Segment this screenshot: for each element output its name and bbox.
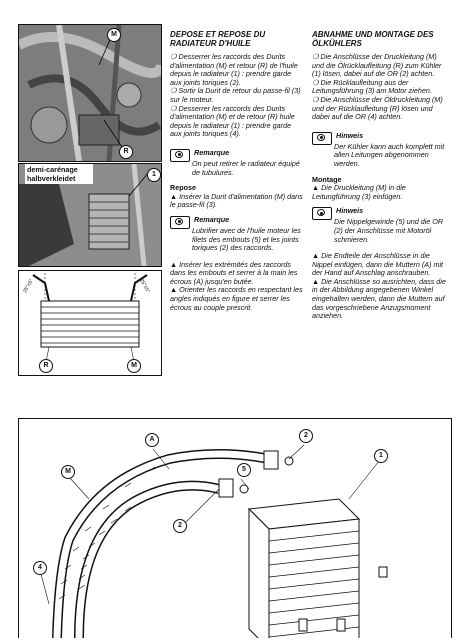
french-column bbox=[170, 30, 304, 312]
fr-repose-text: ▲ Insérer la Durit d'alimentation (M) dans le passe-fil (3). bbox=[170, 191, 303, 210]
fr-note-1-text: On peut retirer le radiateur équipé de tubulures. bbox=[192, 158, 300, 177]
fr-note-1-title: Remarque bbox=[194, 147, 230, 157]
de-montage-title: Montage bbox=[312, 174, 342, 184]
fr-step-2: ❍ Sortir la Durit de retour du passe-fil (3) sur le moteur. bbox=[170, 86, 301, 104]
de-note-2-title: Hinweis bbox=[336, 206, 364, 216]
de-step-3: ❍ Die Anschlüsse der Öldruckleitung (M) und der Rücklaufleitung (R) lösen und dabei auf die OR (4) achten. bbox=[312, 94, 443, 122]
de-step-4: ▲ Die Endteile der Anschlüsse in die Nippel einfügen, dann die Muttern (A) mit der Hand auf Anschlag anschrauben. bbox=[312, 251, 444, 278]
eye-icon bbox=[170, 216, 190, 229]
eye-icon bbox=[312, 132, 332, 145]
callout-R: R bbox=[119, 145, 133, 159]
de-step-2: ❍ Die Rücklaufleitung aus der Leitungsführung (3) am Motor ziehen. bbox=[312, 77, 432, 96]
callout-A: A bbox=[145, 433, 159, 447]
german-heading: ABNAHME UND MONTAGE DES ÖLKÜHLERS bbox=[312, 30, 434, 48]
fr-step-3: ❍ Desserrer les raccords des Durits d'alimentation (M) et de retour (R) huile depuis le radiateur (1) : prendre garde aux joints toriques (4). bbox=[170, 103, 295, 139]
callout-2-left: 2 bbox=[173, 519, 187, 533]
radiator-angle-drawing bbox=[18, 270, 162, 376]
fairing-label: demi-carénage halbverkleidet bbox=[25, 164, 93, 184]
callout-M: M bbox=[107, 28, 121, 42]
callout-M-diagram: M bbox=[61, 465, 75, 479]
de-step-1: ❍ Die Anschlüsse der Druckleitung (M) und die Ölrücklaufleitung (R) zum Kühler (1) lösen, dabei auf die OR (2) achten. bbox=[312, 52, 442, 79]
callout-5: 5 bbox=[237, 463, 251, 477]
callout-1-photo: 1 bbox=[147, 168, 161, 182]
callout-R-drawing: R bbox=[39, 359, 53, 373]
fr-note-2-title: Remarque bbox=[194, 214, 230, 224]
angle-right: 25°±5° bbox=[138, 277, 151, 295]
de-note-1-text: Der Kühler kann auch komplett mit allen Leitungen abgenommen werden. bbox=[334, 141, 445, 168]
de-note-2-text: Die Nippelgewinde (5) und die OR (2) der Anschlüsse mit Motoröl schmieren. bbox=[334, 217, 444, 244]
angle-left: 25°±5° bbox=[22, 277, 35, 295]
callout-1: 1 bbox=[374, 449, 388, 463]
fr-step-1: ❍ Desserrer les raccords des Durits d'alimentation (M) et retour (R) de l'huile depuis le radiateur (1) : prendre garde aux joints toriques (2). bbox=[170, 52, 298, 87]
exploded-diagram bbox=[18, 418, 452, 638]
de-note-1-title: Hinweis bbox=[336, 130, 364, 140]
callout-2-top: 2 bbox=[299, 429, 313, 443]
fr-step-4: ▲ Insérer les extrémités des raccords dans les embouts et serrer à la main les écrous (A) jusqu'en butée. bbox=[170, 259, 298, 286]
de-step-5: ▲ Die Anschlüsse so ausrichten, dass die in der Abbildung angegebenen Winkel eingehalten werden, dann die Muttern auf das vorgeschriebene Anzugsmoment anziehen. bbox=[312, 276, 446, 321]
callout-M-drawing: M bbox=[127, 359, 141, 373]
de-montage-text: ▲ Die Druckleitung (M) in die Leitungführung (3) einfügen. bbox=[312, 183, 406, 201]
fr-repose-title: Repose bbox=[170, 183, 196, 193]
german-column bbox=[312, 30, 450, 321]
fr-step-5: ▲ Orienter les raccords en respectant les angles indiqués en figure et serrer les écrous au couple prescrit. bbox=[170, 285, 303, 312]
callout-4: 4 bbox=[33, 561, 47, 575]
engine-hoses-illustration bbox=[19, 25, 161, 161]
eye-icon bbox=[312, 207, 332, 220]
french-heading: DEPOSE ET REPOSE DU RADIATEUR D'HUILE bbox=[170, 30, 266, 48]
photo-engine-hoses bbox=[18, 24, 162, 162]
radiator-angle-illustration bbox=[19, 271, 161, 375]
eye-icon bbox=[170, 149, 190, 162]
fr-note-2-text: Lubrifier avec de l'huile moteur les filets des embouts (5) et les joints toriques (2) des raccords. bbox=[192, 225, 301, 253]
photo-fairing-radiator bbox=[18, 163, 162, 267]
